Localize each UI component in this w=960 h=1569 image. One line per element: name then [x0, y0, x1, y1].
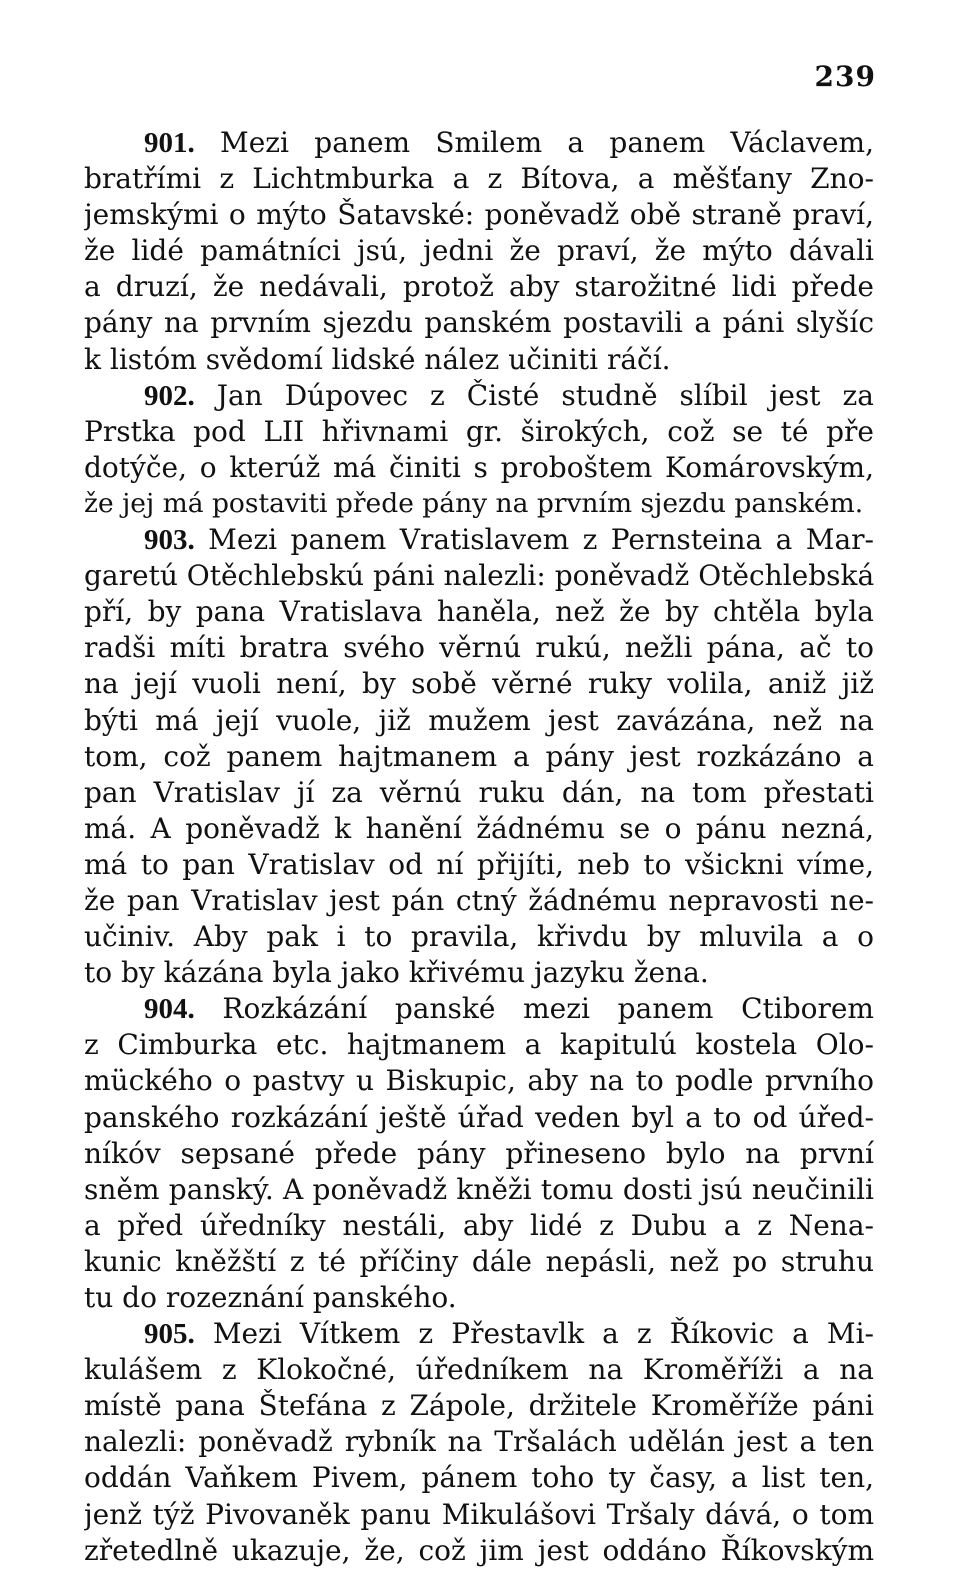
text-line [84, 161, 874, 197]
paragraph-start-line [84, 125, 874, 161]
document-body [84, 125, 874, 1569]
text-line [84, 1208, 874, 1244]
text-line [84, 1172, 874, 1208]
line-text: Jan Dúpovec z Čisté studně slíbil jest za [194, 378, 874, 412]
text-line [84, 1244, 874, 1280]
line-text: Rozkázání panské mezi panem Ctiborem [194, 992, 874, 1026]
text-line [84, 1063, 874, 1099]
line-text: býti má její vuole, již mužem jest zavázána, než na [84, 703, 874, 737]
text-line [84, 883, 874, 919]
text-line [84, 1533, 874, 1569]
line-text: bratřími z Lichtmburka a z Bítova, a měšťany Zno- [84, 162, 874, 196]
paragraph-start-line [84, 378, 874, 414]
paragraph-number: 903. [144, 524, 195, 557]
text-line [84, 703, 874, 739]
text-line [84, 811, 874, 847]
line-text: učiniv. Aby pak i to pravila, křivdu by mluvila a o [84, 920, 874, 954]
line-text: panského rozkázání ještě úřad veden byl a to od úřed- [84, 1100, 874, 1134]
line-text: pří, by pana Vratislava haněla, než že by chtěla byla [84, 595, 874, 629]
line-text: kunic kněžští z té příčiny dále nepásli, než po struhu [84, 1244, 874, 1278]
line-text: Mezi Vítkem z Přestavlk a z Říkovic a Mi- [194, 1317, 874, 1351]
text-line [84, 197, 874, 233]
text-line [84, 342, 874, 378]
line-text: Mezi panem Smilem a panem Václavem, [194, 126, 874, 159]
text-line [84, 233, 874, 269]
line-text: zřetedlně ukazuje, že, což jim jest oddáno Říkovským [84, 1533, 874, 1567]
text-line [84, 1497, 874, 1533]
line-text: z Cimburka etc. hajtmanem a kapitulú kostela Olo- [84, 1028, 874, 1062]
line-text: že lidé památníci jsú, jedni že praví, že mýto dávali [84, 234, 874, 268]
line-text: jemskými o mýto Šatavské: poněvadž obě straně praví, [84, 198, 874, 232]
text-line [84, 1280, 874, 1316]
line-text: má. A poněvadž k hanění žádnému se o pánu nezná, [84, 811, 874, 845]
paragraph-start-line [84, 991, 874, 1027]
text-line [84, 450, 874, 486]
line-text: oddán Vaňkem Pivem, pánem toho ty časy, a list ten, [84, 1461, 874, 1495]
text-line [84, 775, 874, 811]
line-text: nalezli: poněvadž rybník na Tršalách udělán jest a ten [84, 1425, 874, 1459]
text-line [84, 1027, 874, 1063]
line-text: tu do rozeznání panského. [84, 1281, 457, 1314]
line-text: Mezi panem Vratislavem z Pernsteina a Mar- [194, 523, 874, 557]
text-line [84, 414, 874, 450]
text-line [84, 305, 874, 341]
text-line [84, 955, 874, 991]
line-text: že jej má postaviti přede pány na prvním sjezdu panském. [84, 487, 864, 519]
line-text: kulášem z Klokočné, úředníkem na Kroměříži a na [84, 1353, 874, 1387]
line-text: Prstka pod LII hřivnami gr. širokých, což se té pře [84, 414, 874, 448]
text-line [84, 1352, 874, 1388]
page-number: 239 [814, 60, 876, 93]
line-text: k listóm svědomí lidské nález učiniti ráčí. [84, 342, 671, 376]
text-line [84, 630, 874, 666]
text-line [84, 847, 874, 883]
line-text: má to pan Vratislav od ní přijíti, neb to všickni víme, [84, 847, 874, 881]
text-line [84, 919, 874, 955]
line-text: místě pana Štefána z Zápole, držitele Kroměříže páni [84, 1389, 874, 1423]
text-line [84, 486, 874, 522]
line-text: níkóv sepsané přede pány přineseno bylo na první [84, 1136, 874, 1170]
text-line [84, 1136, 874, 1172]
text-line [84, 739, 874, 775]
text-line [84, 1100, 874, 1136]
text-line [84, 1460, 874, 1496]
text-line [84, 594, 874, 630]
line-text: mückého o pastvy u Biskupic, aby na to podle prvního [84, 1064, 874, 1098]
line-text: na její vuoli není, by sobě věrné ruky volila, aniž již [84, 667, 874, 701]
text-line [84, 269, 874, 305]
line-text: sněm panský. A poněvadž kněži tomu dosti jsú neučinili [84, 1172, 874, 1206]
text-line [84, 1388, 874, 1424]
line-text: a před úředníky nestáli, aby lidé z Dubu a z Nena- [84, 1208, 874, 1242]
paragraph-start-line [84, 522, 874, 558]
line-text: pány na prvním sjezdu panském postavili a páni slyšíc [84, 306, 874, 340]
line-text: to by kázána byla jako křivému jazyku žena. [84, 956, 709, 990]
line-text: tom, což panem hajtmanem a pány jest rozkázáno a [84, 739, 874, 773]
line-text: garetú Otěchlebskú páni nalezli: poněvadž Otěchlebská [84, 559, 874, 593]
paragraph-start-line [84, 1316, 874, 1352]
text-line [84, 666, 874, 702]
line-text: a druzí, že nedávali, protož aby starožitné lidi přede [84, 270, 874, 304]
text-line [84, 1424, 874, 1460]
paragraph-number: 902. [144, 379, 195, 412]
line-text: radši míti bratra svého věrnú rukú, nežli pána, ač to [84, 631, 874, 665]
paragraph-number: 901. [144, 127, 195, 159]
paragraph-number: 905. [144, 1318, 195, 1351]
line-text: pan Vratislav jí za věrnú ruku dán, na tom přestati [84, 775, 874, 809]
paragraph-number: 904. [144, 993, 195, 1026]
line-text: že pan Vratislav jest pán ctný žádnému nepravosti ne- [84, 883, 874, 917]
line-text: jenž týž Pivovaněk panu Mikulášovi Tršaly dává, o tom [84, 1497, 874, 1531]
line-text: dotýče, o kterúž má činiti s proboštem Komárovským, [84, 450, 874, 484]
text-line [84, 558, 874, 594]
